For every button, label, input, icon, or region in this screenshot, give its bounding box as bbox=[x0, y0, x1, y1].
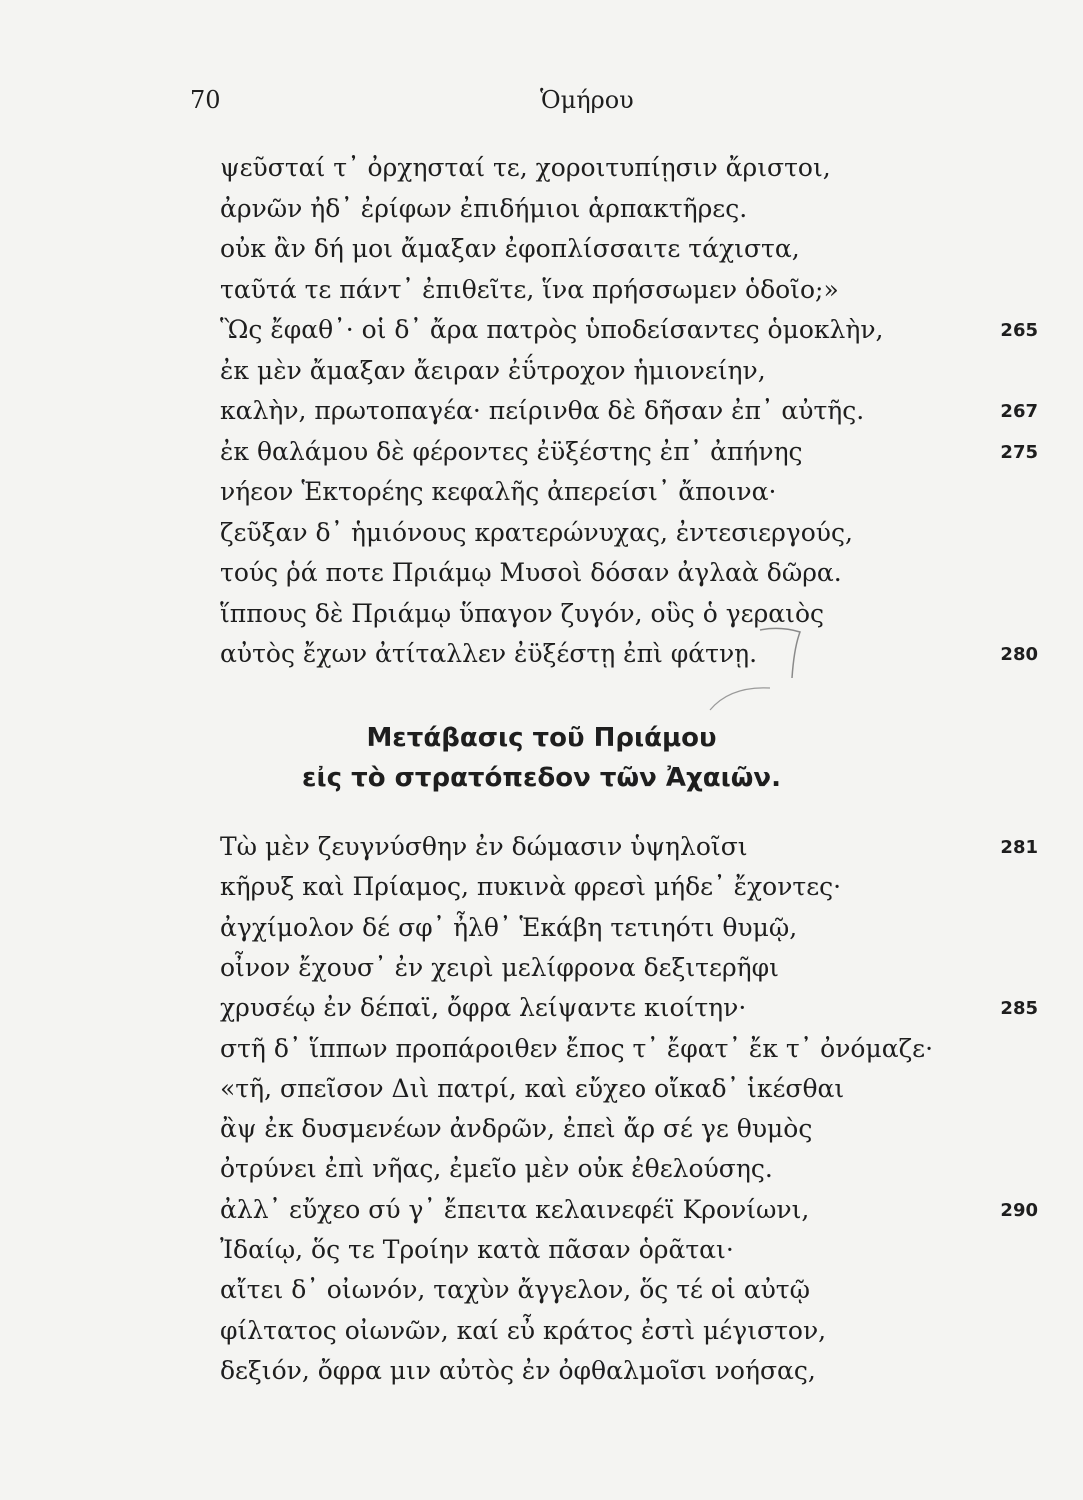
verse-line: ἀρνῶν ἠδ᾽ ἐρίφων ἐπιδήμιοι ἁρπακτῆρες. bbox=[220, 193, 748, 223]
verse-line: νήεον Ἑκτορέης κεφαλῆς ἀπερείσι᾽ ἄποινα· bbox=[220, 477, 777, 506]
page-number: 70 bbox=[190, 86, 221, 114]
line-number: 275 bbox=[1000, 441, 1038, 463]
line-number: 267 bbox=[1000, 401, 1038, 422]
pencil-mark-icon bbox=[700, 618, 810, 718]
verse-line: δεξιόν, ὄφρα μιν αὐτὸς ἐν ὀφθαλμοῖσι νοήσας, bbox=[220, 1355, 816, 1385]
verse-line: καλὴν, πρωτοπαγέα· πείρινθα δὲ δῆσαν ἐπ᾽ αὐτῆς. bbox=[220, 396, 865, 425]
verse-line: «τῆ, σπεῖσον Διὶ πατρί, καὶ εὔχεο οἴκαδ᾽ ἱκέσθαι bbox=[220, 1073, 845, 1103]
verse-line: ἂψ ἐκ δυσμενέων ἀνδρῶν, ἐπεὶ ἄρ σέ γε θυμὸς bbox=[220, 1114, 813, 1144]
line-number: 290 bbox=[1000, 1199, 1038, 1221]
verse-line: ἵππους δὲ Πριάμῳ ὕπαγον ζυγόν, οὓς ὁ γεραιὸς bbox=[220, 598, 825, 628]
verse-line: φίλτατος οἰωνῶν, καί εὖ κράτος ἐστὶ μέγιστον, bbox=[220, 1315, 827, 1345]
line-number: 265 bbox=[1000, 320, 1038, 341]
line-number: 280 bbox=[1000, 644, 1038, 665]
verse-line: οἶνον ἔχουσ᾽ ἐν χειρὶ μελίφρονα δεξιτερῆφι bbox=[220, 952, 779, 982]
verse-line: Ὣς ἔφαθ᾽· οἱ δ᾽ ἄρα πατρὸς ὑποδείσαντες ὁμοκλὴν, bbox=[220, 315, 884, 344]
verse-line: Τὼ μὲν ζευγνύσθην ἐν δώμασιν ὑψηλοῖσι bbox=[220, 832, 748, 861]
line-number: 285 bbox=[1000, 998, 1038, 1020]
verse-line: ἀλλ᾽ εὔχεο σύ γ᾽ ἔπειτα κελαινεφέϊ Κρονίωνι, bbox=[220, 1194, 810, 1224]
verse-line: ψεῦσταί τ᾽ ὀρχησταί τε, χοροιτυπίῃσιν ἄριστοι, bbox=[220, 153, 831, 182]
verse-line: αἴτει δ᾽ οἰωνόν, ταχὺν ἄγγελον, ὅς τέ οἱ αὐτῷ bbox=[220, 1275, 811, 1305]
verse-line: κῆρυξ καὶ Πρίαμος, πυκινὰ φρεσὶ μήδε᾽ ἔχοντες· bbox=[220, 872, 842, 902]
section-title-line-2: εἰς τὸ στρατόπεδον τῶν Ἀχαιῶν. bbox=[302, 763, 781, 793]
verse-line: ὀτρύνει ἐπὶ νῆας, ἐμεῖο μὲν οὐκ ἐθελούσης. bbox=[220, 1154, 773, 1184]
running-head: Ὁμήρου bbox=[540, 86, 634, 114]
verse-line: ζεῦξαν δ᾽ ἡμιόνους κρατερώνυχας, ἐντεσιεργούς, bbox=[220, 517, 853, 547]
verse-line: οὐκ ἂν δή μοι ἄμαξαν ἐφοπλίσσαιτε τάχιστα, bbox=[220, 234, 800, 263]
verse-line: στῆ δ᾽ ἵππων προπάροιθεν ἔπος τ᾽ ἔφατ᾽ ἔκ τ᾽ ὀνόμαζε· bbox=[220, 1033, 934, 1063]
verse-line: ἐκ μὲν ἄμαξαν ἄειραν ἐΰτροχον ἡμιονείην, bbox=[220, 355, 766, 385]
verse-line: ἀγχίμολον δέ σφ᾽ ἦλθ᾽ Ἑκάβη τετιηότι θυμῷ, bbox=[220, 912, 798, 942]
verse-line: Ἰδαίῳ, ὅς τε Τροίην κατὰ πᾶσαν ὁρᾶται· bbox=[220, 1235, 734, 1264]
verse-line: χρυσέῳ ἐν δέπαϊ, ὄφρα λείψαντε κιοίτην· bbox=[220, 993, 747, 1023]
verse-line: ταῦτά τε πάντ᾽ ἐπιθεῖτε, ἵνα πρήσσωμεν ὁδοῖο;» bbox=[220, 274, 839, 304]
verse-line: τούς ῥά ποτε Πριάμῳ Μυσοὶ δόσαν ἀγλαὰ δῶρα. bbox=[220, 558, 842, 587]
section-title-line-1: Μετάβασις τοῦ Πριάμου bbox=[366, 723, 717, 753]
verse-line: αὐτὸς ἔχων ἀτίταλλεν ἐϋξέστῃ ἐπὶ φάτνῃ. bbox=[220, 639, 758, 668]
verse-line: ἐκ θαλάμου δὲ φέροντες ἐϋξέστης ἐπ᾽ ἀπήνης bbox=[220, 436, 803, 466]
line-number: 281 bbox=[1000, 837, 1038, 858]
